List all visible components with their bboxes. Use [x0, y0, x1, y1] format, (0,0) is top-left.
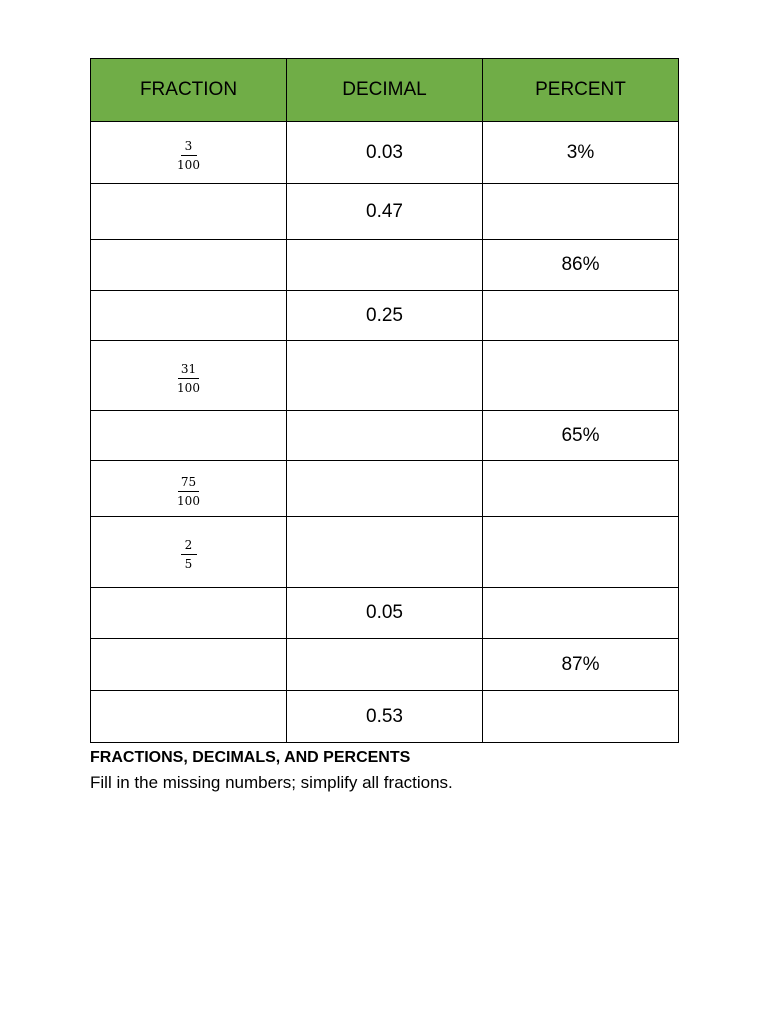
column-header-decimal: DECIMAL [287, 59, 483, 122]
fraction-denominator: 100 [177, 380, 200, 395]
percent-cell[interactable]: 86% [483, 240, 679, 291]
percent-cell[interactable] [483, 588, 679, 639]
fraction-cell[interactable] [91, 691, 287, 743]
worksheet-instructions: Fill in the missing numbers; simplify all fractions. [90, 773, 453, 792]
fraction-value [174, 362, 203, 395]
decimal-cell[interactable] [287, 517, 483, 588]
percent-cell[interactable] [483, 461, 679, 517]
decimal-cell[interactable]: 0.53 [287, 691, 483, 743]
decimal-cell[interactable]: 0.47 [287, 184, 483, 240]
fraction-cell[interactable] [91, 517, 287, 588]
fraction-value [174, 475, 203, 508]
fraction-cell[interactable] [91, 122, 287, 184]
decimal-cell[interactable] [287, 639, 483, 691]
fraction-cell[interactable] [91, 291, 287, 341]
fraction-cell[interactable] [91, 411, 287, 461]
fraction-cell[interactable] [91, 341, 287, 411]
fraction-cell[interactable] [91, 240, 287, 291]
decimal-cell[interactable]: 0.05 [287, 588, 483, 639]
percent-cell[interactable]: 3% [483, 122, 679, 184]
header-row [91, 59, 679, 122]
table-row [91, 411, 679, 461]
fraction-denominator: 5 [184, 557, 193, 571]
fraction-denominator: 100 [177, 157, 200, 172]
table-row [91, 588, 679, 639]
decimal-cell[interactable]: 0.25 [287, 291, 483, 341]
fraction-numerator: 75 [178, 475, 199, 492]
worksheet-title: FRACTIONS, DECIMALS, AND PERCENTS [90, 749, 411, 766]
percent-cell[interactable]: 87% [483, 639, 679, 691]
percent-cell[interactable] [483, 341, 679, 411]
decimal-cell[interactable] [287, 341, 483, 411]
fraction-numerator: 3 [181, 139, 197, 156]
fraction-value [174, 139, 203, 172]
table-row [91, 461, 679, 517]
percent-cell[interactable] [483, 691, 679, 743]
decimal-cell[interactable]: 0.03 [287, 122, 483, 184]
table-row [91, 240, 679, 291]
fraction-denominator: 100 [177, 493, 200, 508]
fraction-cell[interactable] [91, 639, 287, 691]
conversion-table [90, 58, 679, 743]
percent-cell[interactable] [483, 184, 679, 240]
percent-cell[interactable] [483, 291, 679, 341]
table-row [91, 341, 679, 411]
fraction-cell[interactable] [91, 184, 287, 240]
column-header-percent: PERCENT [483, 59, 679, 122]
caption [90, 747, 678, 794]
decimal-cell[interactable] [287, 411, 483, 461]
fraction-value [181, 538, 197, 571]
decimal-cell[interactable] [287, 461, 483, 517]
table-row [91, 639, 679, 691]
percent-cell[interactable] [483, 517, 679, 588]
column-header-fraction: FRACTION [91, 59, 287, 122]
fraction-numerator: 31 [178, 362, 199, 379]
fraction-numerator: 2 [181, 538, 197, 555]
fraction-cell[interactable] [91, 461, 287, 517]
table-row [91, 517, 679, 588]
table-row [91, 691, 679, 743]
worksheet [90, 58, 678, 794]
decimal-cell[interactable] [287, 240, 483, 291]
fraction-cell[interactable] [91, 588, 287, 639]
table-row [91, 122, 679, 184]
table-row [91, 291, 679, 341]
percent-cell[interactable]: 65% [483, 411, 679, 461]
table-row [91, 184, 679, 240]
